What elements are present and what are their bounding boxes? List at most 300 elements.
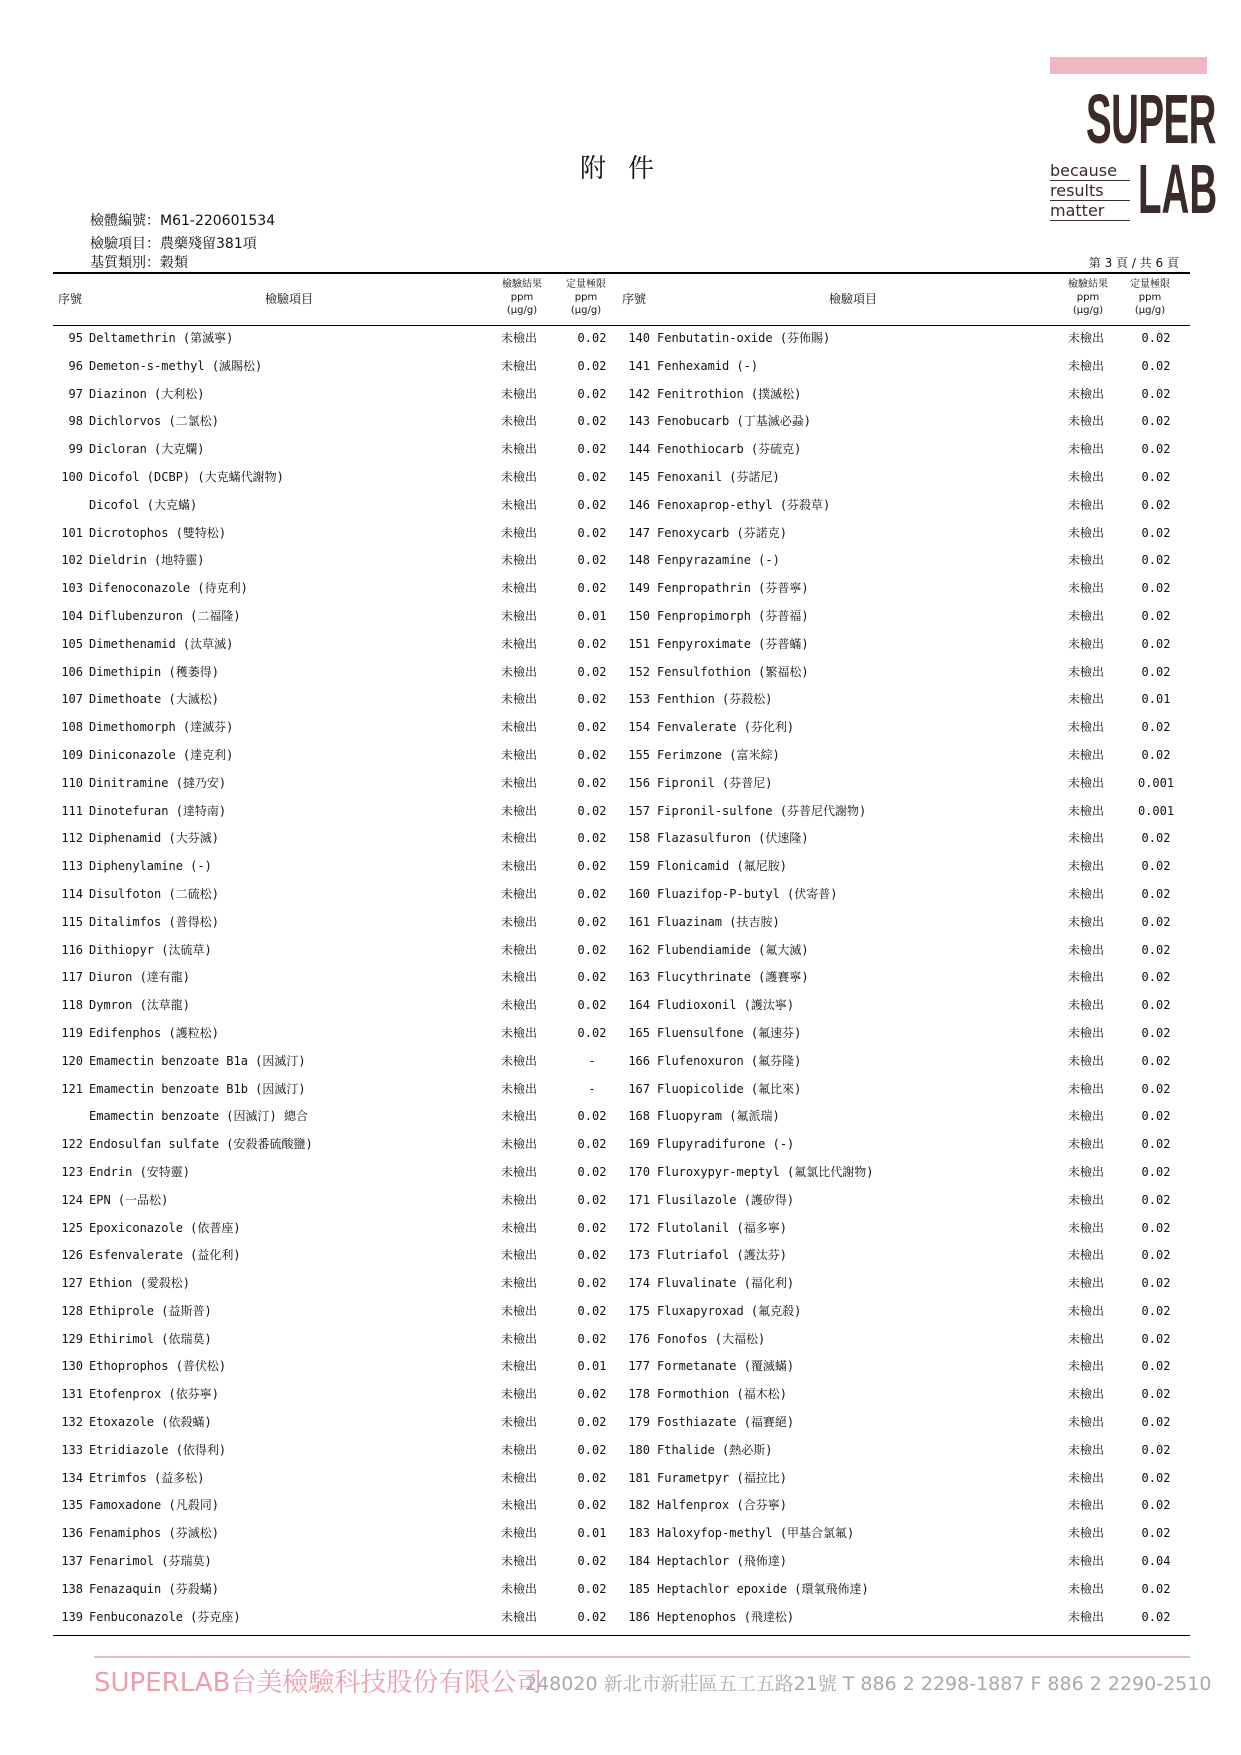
test-result: 未檢出 xyxy=(1068,525,1105,540)
quantitation-limit: 0.02 xyxy=(1141,998,1171,1013)
row-number: 125 xyxy=(61,1220,83,1235)
quantitation-limit: 0.02 xyxy=(577,1415,607,1430)
pesticide-name: Fenazaquin (芬殺蟎) xyxy=(89,1581,219,1596)
test-result: 未檢出 xyxy=(1068,1053,1105,1068)
quantitation-limit: 0.02 xyxy=(577,581,607,596)
table-row xyxy=(53,1076,1190,1104)
test-result: 未檢出 xyxy=(1068,331,1105,345)
header-item: 檢驗項目 xyxy=(829,292,878,306)
test-result: 未檢出 xyxy=(501,1498,538,1513)
test-result: 未檢出 xyxy=(501,1526,538,1541)
test-result: 未檢出 xyxy=(1068,1359,1105,1374)
quantitation-limit: 0.02 xyxy=(1141,581,1171,596)
quantitation-limit: 0.02 xyxy=(1141,1470,1171,1485)
row-number: 147 xyxy=(628,525,650,540)
row-number: 95 xyxy=(68,331,83,345)
row-number: 122 xyxy=(61,1137,83,1152)
pesticide-name: Heptachlor (飛佈達) xyxy=(657,1554,787,1569)
row-number: 103 xyxy=(61,581,83,596)
quantitation-limit: 0.01 xyxy=(577,1359,607,1374)
quantitation-limit: 0.02 xyxy=(1141,386,1171,401)
row-number: 134 xyxy=(61,1470,83,1485)
test-result: 未檢出 xyxy=(1068,553,1105,568)
quantitation-limit: 0.02 xyxy=(1141,1359,1171,1374)
row-number: 145 xyxy=(628,469,650,484)
test-result: 未檢出 xyxy=(501,1442,538,1457)
row-number: 149 xyxy=(628,581,650,596)
table-row xyxy=(53,1437,1190,1465)
row-number: 131 xyxy=(61,1387,83,1402)
row-number: 169 xyxy=(628,1137,650,1152)
quantitation-limit: 0.02 xyxy=(1141,1498,1171,1513)
logo-tagline-line: results xyxy=(1050,181,1130,201)
test-result: 未檢出 xyxy=(501,608,538,623)
test-result: 未檢出 xyxy=(1068,469,1105,484)
sample-number: 檢體編號：M61-220601534 xyxy=(90,213,276,229)
pesticide-name: Ferimzone (富米綜) xyxy=(657,747,780,762)
quantitation-limit: 0.02 xyxy=(577,775,607,790)
test-result: 未檢出 xyxy=(1068,1526,1105,1541)
quantitation-limit: 0.02 xyxy=(577,331,607,345)
quantitation-limit: 0.02 xyxy=(577,1331,607,1346)
page-indicator: 第 3 頁 / 共 6 頁 xyxy=(1088,256,1179,270)
table-row xyxy=(53,1103,1190,1131)
row-number: 119 xyxy=(61,1025,83,1040)
pesticide-name: Deltamethrin (第滅寧) xyxy=(89,331,234,345)
row-number: 120 xyxy=(61,1053,83,1068)
table-row xyxy=(53,937,1190,965)
quantitation-limit: - xyxy=(588,1053,596,1068)
test-result: 未檢出 xyxy=(501,1581,538,1596)
row-number: 123 xyxy=(61,1164,83,1179)
pesticide-name: Fipronil-sulfone (芬普尼代謝物) xyxy=(657,803,867,818)
quantitation-limit: 0.02 xyxy=(577,1387,607,1402)
pesticide-name: Disulfoton (二硫松) xyxy=(89,886,219,901)
pesticide-name: Emamectin benzoate (因滅汀) 總合 xyxy=(89,1109,308,1124)
pesticide-name: Halfenprox (合芬寧) xyxy=(657,1498,787,1513)
row-number: 154 xyxy=(628,720,650,735)
quantitation-limit: 0.04 xyxy=(1141,1554,1171,1569)
quantitation-limit: 0.02 xyxy=(577,859,607,874)
pesticide-name: Fosthiazate (福賽絕) xyxy=(657,1415,795,1430)
test-result: 未檢出 xyxy=(1068,1331,1105,1346)
test-result: 未檢出 xyxy=(501,720,538,735)
header-loq: 定量極限 ppm (μg/g) xyxy=(566,279,606,316)
row-number: 113 xyxy=(61,859,83,874)
pesticide-name: Dieldrin (地特靈) xyxy=(89,553,205,568)
pesticide-name: Dimethomorph (達滅芬) xyxy=(89,720,234,735)
footer-company-name: SUPERLAB台美檢驗科技股份有限公司 xyxy=(94,1668,543,1698)
row-number: 114 xyxy=(61,886,83,901)
test-result: 未檢出 xyxy=(501,831,538,846)
test-result: 未檢出 xyxy=(1068,942,1105,957)
row-number: 132 xyxy=(61,1415,83,1430)
footer-rule xyxy=(94,1656,1190,1658)
logo-tagline-line: matter xyxy=(1050,201,1130,221)
pesticide-name: Fenothiocarb (芬硫克) xyxy=(657,442,802,457)
test-result: 未檢出 xyxy=(1068,859,1105,874)
table-row xyxy=(53,825,1190,853)
pesticide-name: Edifenphos (護粒松) xyxy=(89,1025,219,1040)
quantitation-limit: 0.02 xyxy=(1141,1331,1171,1346)
test-result: 未檢出 xyxy=(501,497,538,512)
quantitation-limit: 0.02 xyxy=(577,414,607,429)
row-number: 175 xyxy=(628,1303,650,1318)
test-result: 未檢出 xyxy=(1068,1303,1105,1318)
pesticide-name: Diphenylamine (-) xyxy=(89,859,212,874)
row-number: 140 xyxy=(628,331,650,345)
test-result: 未檢出 xyxy=(501,414,538,429)
quantitation-limit: 0.02 xyxy=(577,1192,607,1207)
test-result: 未檢出 xyxy=(501,664,538,679)
row-number: 168 xyxy=(628,1109,650,1124)
table-row xyxy=(53,1520,1190,1548)
row-number: 180 xyxy=(628,1442,650,1457)
table-row xyxy=(53,1298,1190,1326)
quantitation-limit: 0.02 xyxy=(1141,1387,1171,1402)
test-result: 未檢出 xyxy=(501,1025,538,1040)
pesticide-name: Difenoconazole (待克利) xyxy=(89,581,248,596)
header-result: 檢驗結果 ppm (μg/g) xyxy=(502,279,542,316)
quantitation-limit: 0.02 xyxy=(577,1137,607,1152)
pesticide-name: Etridiazole (依得利) xyxy=(89,1442,227,1457)
row-number: 163 xyxy=(628,970,650,985)
quantitation-limit: 0.02 xyxy=(577,1581,607,1596)
row-number: 182 xyxy=(628,1498,650,1513)
test-result: 未檢出 xyxy=(501,1137,538,1152)
row-number: 183 xyxy=(628,1526,650,1541)
test-result: 未檢出 xyxy=(501,859,538,874)
test-result: 未檢出 xyxy=(1068,886,1105,901)
pesticide-name: Diflubenzuron (二福隆) xyxy=(89,608,241,623)
quantitation-limit: 0.02 xyxy=(1141,1109,1171,1124)
pesticide-name: Dicofol (大克蟎) xyxy=(89,497,198,512)
quantitation-limit: 0.02 xyxy=(577,720,607,735)
row-number: 172 xyxy=(628,1220,650,1235)
pesticide-name: Dichlorvos (二氯松) xyxy=(89,414,219,429)
row-number: 127 xyxy=(61,1276,83,1291)
test-result: 未檢出 xyxy=(501,1554,538,1569)
pesticide-name: Ethion (愛殺松) xyxy=(89,1276,191,1291)
quantitation-limit: 0.02 xyxy=(1141,1192,1171,1207)
table-row xyxy=(53,742,1190,770)
quantitation-limit: 0.02 xyxy=(577,886,607,901)
quantitation-limit: 0.02 xyxy=(1141,720,1171,735)
table-row xyxy=(53,353,1190,381)
table-row xyxy=(53,492,1190,520)
test-result: 未檢出 xyxy=(501,747,538,762)
table-row xyxy=(53,1187,1190,1215)
pesticide-name: Fluazinam (扶吉胺) xyxy=(657,914,780,929)
row-number: 137 xyxy=(61,1554,83,1569)
test-result: 未檢出 xyxy=(501,914,538,929)
row-number: 158 xyxy=(628,831,650,846)
test-result: 未檢出 xyxy=(1068,1276,1105,1291)
table-row xyxy=(53,714,1190,742)
pesticide-name: Dimethenamid (汰草滅) xyxy=(89,636,234,651)
pesticide-name: EPN (一品松) xyxy=(89,1192,169,1207)
pesticide-name: Dicofol (DCBP) (大克蟎代謝物) xyxy=(89,469,284,484)
pesticide-name: Dimethoate (大滅松) xyxy=(89,692,219,707)
pesticide-name: Dithiopyr (汰硫草) xyxy=(89,942,212,957)
row-number: 110 xyxy=(61,775,83,790)
test-result: 未檢出 xyxy=(1068,692,1105,707)
test-result: 未檢出 xyxy=(1068,608,1105,623)
quantitation-limit: 0.02 xyxy=(1141,1303,1171,1318)
quantitation-limit: 0.02 xyxy=(1141,1137,1171,1152)
pesticide-name: Fipronil (芬普尼) xyxy=(657,775,773,790)
quantitation-limit: 0.02 xyxy=(1141,1276,1171,1291)
pesticide-name: Fenoxanil (芬諾尼) xyxy=(657,469,780,484)
row-number: 151 xyxy=(628,636,650,651)
quantitation-limit: 0.02 xyxy=(577,942,607,957)
test-result: 未檢出 xyxy=(501,1248,538,1263)
row-number: 178 xyxy=(628,1387,650,1402)
table-row xyxy=(53,1242,1190,1270)
row-number: 115 xyxy=(61,914,83,929)
pesticide-name: Flucythrinate (護賽寧) xyxy=(657,970,809,985)
quantitation-limit: 0.02 xyxy=(1141,553,1171,568)
table-row xyxy=(53,436,1190,464)
pesticide-name: Diniconazole (達克利) xyxy=(89,747,234,762)
test-result: 未檢出 xyxy=(501,803,538,818)
row-number: 157 xyxy=(628,803,650,818)
quantitation-limit: 0.02 xyxy=(1141,1609,1171,1624)
quantitation-limit: 0.02 xyxy=(577,497,607,512)
quantitation-limit: 0.02 xyxy=(577,831,607,846)
pesticide-name: Haloxyfop-methyl (甲基合氯氟) xyxy=(657,1526,855,1541)
pesticide-name: Fenbuconazole (芬克座) xyxy=(89,1609,241,1624)
row-number: 159 xyxy=(628,859,650,874)
test-result: 未檢出 xyxy=(1068,720,1105,735)
test-result: 未檢出 xyxy=(1068,831,1105,846)
test-result: 未檢出 xyxy=(501,636,538,651)
test-result: 未檢出 xyxy=(501,386,538,401)
test-result: 未檢出 xyxy=(1068,1164,1105,1179)
row-number: 99 xyxy=(68,442,83,457)
table-row xyxy=(53,853,1190,881)
pesticide-name: Furametpyr (福拉比) xyxy=(657,1470,787,1485)
test-result: 未檢出 xyxy=(1068,1581,1105,1596)
quantitation-limit: 0.02 xyxy=(577,358,607,373)
quantitation-limit: 0.02 xyxy=(577,525,607,540)
row-number: 107 xyxy=(61,692,83,707)
quantitation-limit: 0.02 xyxy=(1141,942,1171,957)
row-number: 117 xyxy=(61,970,83,985)
test-result: 未檢出 xyxy=(501,442,538,457)
test-result: 未檢出 xyxy=(501,1164,538,1179)
test-result: 未檢出 xyxy=(1068,664,1105,679)
quantitation-limit: 0.02 xyxy=(577,998,607,1013)
row-number: 129 xyxy=(61,1331,83,1346)
row-number: 109 xyxy=(61,747,83,762)
row-number: 142 xyxy=(628,386,650,401)
pesticide-name: Flutolanil (福多寧) xyxy=(657,1220,787,1235)
quantitation-limit: 0.02 xyxy=(577,442,607,457)
pesticide-name: Dicloran (大克爛) xyxy=(89,442,205,457)
pesticide-name: Fenbutatin-oxide (芬佈賜) xyxy=(657,331,831,345)
table-row xyxy=(53,1465,1190,1493)
row-number: 100 xyxy=(61,469,83,484)
quantitation-limit: 0.02 xyxy=(1141,886,1171,901)
row-number: 101 xyxy=(61,525,83,540)
quantitation-limit: 0.02 xyxy=(1141,664,1171,679)
test-result: 未檢出 xyxy=(1068,998,1105,1013)
test-result: 未檢出 xyxy=(501,1609,538,1624)
test-result: 未檢出 xyxy=(501,942,538,957)
test-result: 未檢出 xyxy=(501,1081,538,1096)
row-number: 171 xyxy=(628,1192,650,1207)
quantitation-limit: 0.02 xyxy=(577,553,607,568)
test-result: 未檢出 xyxy=(501,886,538,901)
table-row xyxy=(53,575,1190,603)
row-number: 146 xyxy=(628,497,650,512)
table-row xyxy=(53,964,1190,992)
row-number: 161 xyxy=(628,914,650,929)
table-row xyxy=(53,1215,1190,1243)
quantitation-limit: 0.02 xyxy=(1141,358,1171,373)
test-result: 未檢出 xyxy=(501,775,538,790)
pesticide-name: Formetanate (覆滅蟎) xyxy=(657,1359,795,1374)
table-row xyxy=(53,686,1190,714)
row-number: 150 xyxy=(628,608,650,623)
test-result: 未檢出 xyxy=(501,1415,538,1430)
pesticide-name: Endrin (安特靈) xyxy=(89,1164,191,1179)
quantitation-limit: 0.02 xyxy=(577,1164,607,1179)
test-result: 未檢出 xyxy=(1068,414,1105,429)
pesticide-name: Fluensulfone (氟速芬) xyxy=(657,1025,802,1040)
pesticide-name: Fthalide (熱必斯) xyxy=(657,1442,773,1457)
logo-wordmark-lab: LAB xyxy=(1138,150,1218,228)
row-number: 133 xyxy=(61,1442,83,1457)
table-row xyxy=(53,1409,1190,1437)
row-number: 112 xyxy=(61,831,83,846)
row-number: 102 xyxy=(61,553,83,568)
test-result: 未檢出 xyxy=(1068,358,1105,373)
table-row xyxy=(53,1048,1190,1076)
quantitation-limit: 0.02 xyxy=(577,636,607,651)
pesticide-name: Ethiprole (益斯普) xyxy=(89,1303,212,1318)
quantitation-limit: 0.02 xyxy=(1141,914,1171,929)
table-top-rule xyxy=(53,272,1190,274)
pesticide-name: Fenoxaprop-ethyl (芬殺草) xyxy=(657,497,831,512)
header-result: 檢驗結果 ppm (μg/g) xyxy=(1068,279,1108,316)
quantitation-limit: 0.02 xyxy=(1141,525,1171,540)
table-row xyxy=(53,547,1190,575)
test-result: 未檢出 xyxy=(501,1192,538,1207)
row-number: 170 xyxy=(628,1164,650,1179)
pesticide-name: Fenitrothion (撲滅松) xyxy=(657,386,802,401)
test-result: 未檢出 xyxy=(1068,1109,1105,1124)
test-result: 未檢出 xyxy=(501,581,538,596)
test-result: 未檢出 xyxy=(501,1470,538,1485)
test-result: 未檢出 xyxy=(1068,1137,1105,1152)
quantitation-limit: 0.02 xyxy=(1141,970,1171,985)
table-row xyxy=(53,464,1190,492)
quantitation-limit: 0.02 xyxy=(1141,747,1171,762)
pesticide-name: Heptenophos (飛達松) xyxy=(657,1609,795,1624)
pesticide-name: Fenpropimorph (芬普福) xyxy=(657,608,809,623)
row-number: 106 xyxy=(61,664,83,679)
test-result: 未檢出 xyxy=(501,970,538,985)
test-result: 未檢出 xyxy=(501,1359,538,1374)
row-number: 181 xyxy=(628,1470,650,1485)
pesticide-name: Fluazifop-P-butyl (伏寄普) xyxy=(657,886,838,901)
row-number: 98 xyxy=(68,414,83,429)
table-row xyxy=(53,381,1190,409)
pesticide-name: Flusilazole (護矽得) xyxy=(657,1192,795,1207)
row-number: 152 xyxy=(628,664,650,679)
logo-tagline-line: because xyxy=(1050,161,1130,181)
pesticide-name: Fenarimol (芬瑞莫) xyxy=(89,1554,212,1569)
row-number: 108 xyxy=(61,720,83,735)
pesticide-name: Dicrotophos (雙特松) xyxy=(89,525,227,540)
table-row xyxy=(53,1548,1190,1576)
quantitation-limit: 0.02 xyxy=(1141,414,1171,429)
row-number: 186 xyxy=(628,1609,650,1624)
row-number: 111 xyxy=(61,803,83,818)
table-row xyxy=(53,1270,1190,1298)
row-number: 148 xyxy=(628,553,650,568)
test-result: 未檢出 xyxy=(501,469,538,484)
table-row xyxy=(53,631,1190,659)
results-table-body xyxy=(53,325,1190,1631)
quantitation-limit: 0.02 xyxy=(1141,1220,1171,1235)
pesticide-name: Dinotefuran (達特南) xyxy=(89,803,227,818)
row-number: 177 xyxy=(628,1359,650,1374)
pesticide-name: Flubendiamide (氟大滅) xyxy=(657,942,809,957)
quantitation-limit: 0.02 xyxy=(577,664,607,679)
row-number: 130 xyxy=(61,1359,83,1374)
logo-accent-bar xyxy=(1050,57,1207,74)
test-result: 未檢出 xyxy=(1068,1554,1105,1569)
header-item: 檢驗項目 xyxy=(265,292,314,306)
footer-address: 248020 新北市新莊區五工五路21號 T 886 2 2298-1887 F 886 2 2290-2510 xyxy=(525,1673,1212,1695)
quantitation-limit: 0.02 xyxy=(1141,859,1171,874)
quantitation-limit: 0.02 xyxy=(1141,608,1171,623)
test-result: 未檢出 xyxy=(1068,1609,1105,1624)
row-number: 174 xyxy=(628,1276,650,1291)
pesticide-name: Fluvalinate (福化利) xyxy=(657,1276,795,1291)
test-result: 未檢出 xyxy=(1068,1415,1105,1430)
test-result: 未檢出 xyxy=(501,1109,538,1124)
quantitation-limit: 0.02 xyxy=(1141,1442,1171,1457)
test-result: 未檢出 xyxy=(1068,1387,1105,1402)
quantitation-limit: 0.02 xyxy=(1141,1526,1171,1541)
row-number: 179 xyxy=(628,1415,650,1430)
pesticide-name: Fonofos (大福松) xyxy=(657,1331,766,1346)
quantitation-limit: 0.02 xyxy=(577,1303,607,1318)
row-number: 104 xyxy=(61,608,83,623)
pesticide-name: Fenhexamid (-) xyxy=(657,358,759,373)
quantitation-limit: 0.02 xyxy=(1141,497,1171,512)
row-number: 164 xyxy=(628,998,650,1013)
test-result: 未檢出 xyxy=(501,331,538,345)
table-row xyxy=(53,1131,1190,1159)
pesticide-name: Etofenprox (依芬寧) xyxy=(89,1387,219,1402)
row-number: 97 xyxy=(68,386,83,401)
quantitation-limit: 0.02 xyxy=(577,1609,607,1624)
pesticide-name: Epoxiconazole (依普座) xyxy=(89,1220,241,1235)
header-no: 序號 xyxy=(622,292,647,306)
quantitation-limit: 0.02 xyxy=(577,692,607,707)
row-number: 126 xyxy=(61,1248,83,1263)
row-number: 166 xyxy=(628,1053,650,1068)
table-row xyxy=(53,659,1190,687)
quantitation-limit: 0.02 xyxy=(1141,1415,1171,1430)
quantitation-limit: 0.02 xyxy=(1141,1025,1171,1040)
quantitation-limit: 0.02 xyxy=(1141,1081,1171,1096)
